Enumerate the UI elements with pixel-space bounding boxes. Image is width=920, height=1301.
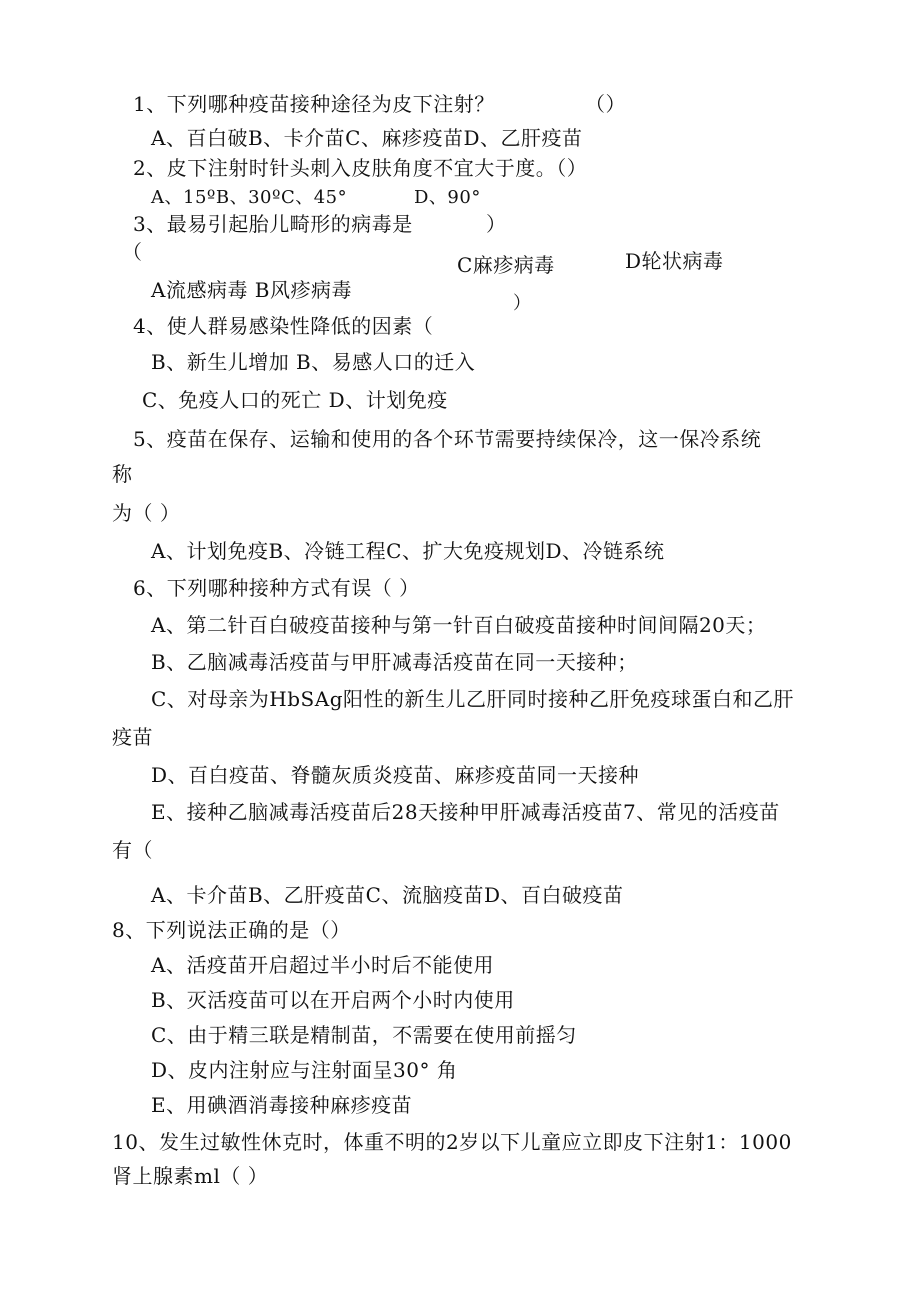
question-6: 6、下列哪种接种方式有误（ ） bbox=[133, 576, 420, 600]
question-8-option-e: E、用碘酒消毒接种麻疹疫苗 bbox=[151, 1093, 413, 1117]
question-3-options-ab: A流感病毒 B风疹病毒 bbox=[151, 278, 352, 302]
question-2-options-abc: A、15ºB、30ºC、45° bbox=[151, 187, 348, 208]
question-8-option-d: D、皮内注射应与注射面呈30° 角 bbox=[151, 1058, 458, 1082]
question-5-continued: 称 bbox=[112, 462, 133, 486]
question-6-option-d: D、百白疫苗、脊髓灰质炎疫苗、麻疹疫苗同一天接种 bbox=[151, 763, 640, 787]
question-8-option-a: A、活疫苗开启超过半小时后不能使用 bbox=[151, 953, 494, 977]
question-8: 8、下列说法正确的是（） bbox=[112, 918, 351, 942]
question-10-continued: 肾上腺素ml（ ） bbox=[112, 1164, 269, 1188]
question-1-answer-paren: （） bbox=[585, 92, 626, 116]
question-3-option-d: D轮状病毒 bbox=[625, 249, 724, 273]
question-1: 1、下列哪种疫苗接种途径为皮下注射？ bbox=[133, 92, 495, 116]
question-6-option-c: C、对母亲为HbSAg阳性的新生儿乙肝同时接种乙肝免疫球蛋白和乙肝 bbox=[151, 687, 794, 711]
question-5-blank: 为（ ） bbox=[112, 501, 181, 525]
question-10: 10、发生过敏性休克时，体重不明的2岁以下儿童应立即皮下注射1：1000 bbox=[112, 1130, 792, 1154]
question-7-continued: 有（ bbox=[112, 838, 153, 862]
question-8-option-b: B、灭活疫苗可以在开启两个小时内使用 bbox=[151, 988, 515, 1012]
question-3-option-c: C麻疹病毒 bbox=[457, 253, 555, 277]
question-6-option-c-continued: 疫苗 bbox=[112, 725, 153, 749]
question-3-close-paren-2: ） bbox=[513, 293, 532, 314]
question-6-option-e: E、接种乙脑减毒活疫苗后28天接种甲肝减毒活疫苗7、常见的活疫苗 bbox=[151, 800, 780, 824]
question-8-option-c: C、由于精三联是精制苗，不需要在使用前摇匀 bbox=[151, 1023, 577, 1047]
question-4-options-ab: B、新生儿增加 B、易感人口的迁入 bbox=[151, 350, 476, 374]
question-3: 3、最易引起胎儿畸形的病毒是 bbox=[133, 212, 413, 236]
question-1-options: A、百白破B、卡介苗C、麻疹疫苗D、乙肝疫苗 bbox=[151, 126, 583, 150]
question-2-option-d: D、90° bbox=[414, 187, 481, 208]
question-3-open-paren: （ bbox=[122, 240, 143, 264]
question-2: 2、皮下注射时针头刺入皮肤角度不宜大于度。（） bbox=[133, 156, 588, 180]
question-7-options: A、卡介苗B、乙肝疫苗C、流脑疫苗D、百白破疫苗 bbox=[151, 883, 624, 907]
question-6-option-b: B、乙脑减毒活疫苗与甲肝减毒活疫苗在同一天接种； bbox=[151, 650, 638, 674]
question-5: 5、疫苗在保存、运输和使用的各个环节需要持续保冷，这一保冷系统 bbox=[133, 427, 762, 451]
question-3-close-paren: ） bbox=[486, 212, 507, 236]
question-6-option-a: A、第二针百白破疫苗接种与第一针百白破疫苗接种时间间隔20天； bbox=[151, 613, 767, 637]
question-4-options-cd: C、免疫人口的死亡 D、计划免疫 bbox=[142, 388, 448, 412]
question-5-options: A、计划免疫B、冷链工程C、扩大免疫规划D、冷链系统 bbox=[151, 539, 665, 563]
question-4: 4、使人群易感染性降低的因素（ bbox=[133, 314, 434, 338]
